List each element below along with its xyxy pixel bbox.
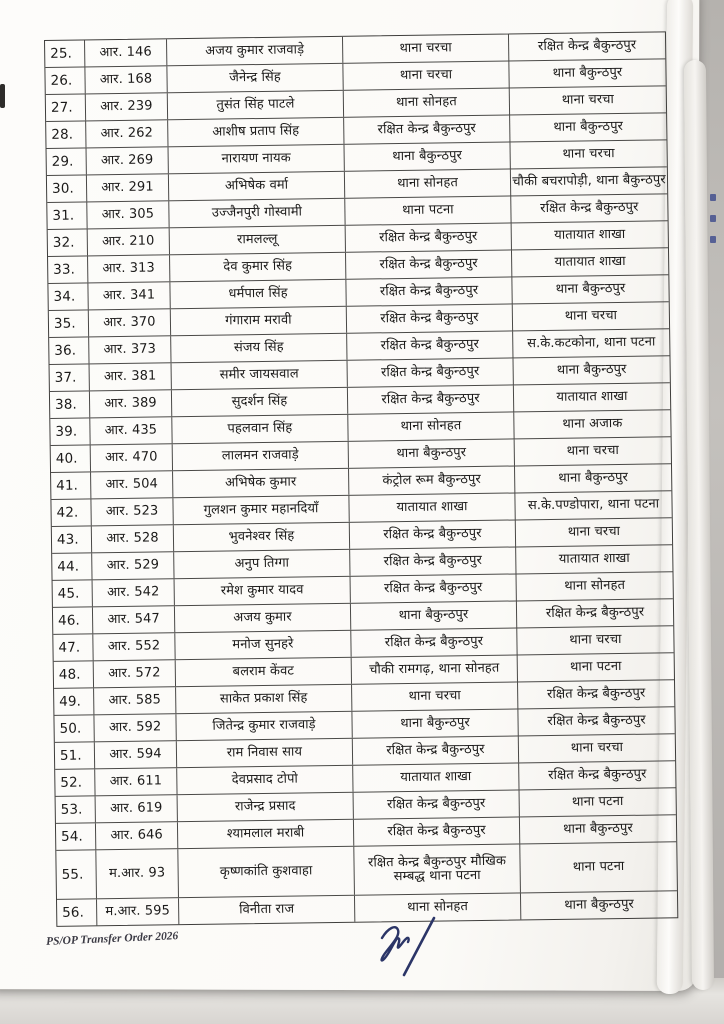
cell-id: आर. 341 xyxy=(88,282,170,309)
cell-sn: 40. xyxy=(51,445,91,472)
cell-sn: 55. xyxy=(56,850,97,899)
cell-from: कंट्रोल रूम बैकुन्ठपुर xyxy=(349,466,515,494)
cell-name: देव कुमार सिंह xyxy=(170,253,346,281)
cell-to: स.के.पण्डोपारा, थाना पटना xyxy=(527,496,660,514)
cell-id: आर. 313 xyxy=(88,255,170,282)
cell-from: थाना सोनहत xyxy=(355,893,521,921)
cell-id: आर. 542 xyxy=(93,579,175,606)
cell-from: थाना बैकुन्ठपुर xyxy=(344,142,510,170)
cell-id: आर. 262 xyxy=(86,120,168,147)
cell-sn: 39. xyxy=(50,418,90,445)
cell-sn: 43. xyxy=(52,526,92,553)
cell-sn: 32. xyxy=(48,229,88,256)
cell-to: थाना बैकुन्ठपुर xyxy=(563,821,633,837)
underlying-page-ink xyxy=(710,180,718,320)
cell-id: आर. 619 xyxy=(96,795,178,822)
cell-from: थाना पटना xyxy=(345,196,511,224)
cell-to: थाना चरचा xyxy=(562,146,615,162)
cell-sn: 30. xyxy=(47,175,87,202)
cell-name: भुवनेश्वर सिंह xyxy=(174,523,350,551)
cell-id: आर. 646 xyxy=(96,822,178,849)
cell-to: यातायात शाखा xyxy=(554,227,626,244)
cell-to: थाना बैकुन्ठपुर xyxy=(552,65,623,82)
cell-to: रक्षित केन्द्र बैकुन्ठपुर xyxy=(548,766,647,784)
cell-sn: 31. xyxy=(47,202,87,229)
cell-from: यातायात शाखा xyxy=(353,763,519,791)
cell-to: थाना चरचा xyxy=(569,632,622,648)
cell-sn: 53. xyxy=(56,796,96,823)
cell-id: आर. 381 xyxy=(90,363,172,390)
cell-sn: 35. xyxy=(49,310,89,337)
cell-sn: 44. xyxy=(52,553,92,580)
cell-name: उज्जैनपुरी गोस्वामी xyxy=(169,199,345,227)
cell-from: थाना सोनहत xyxy=(345,169,511,197)
cell-to: थाना चरचा xyxy=(570,740,624,756)
cell-sn: 36. xyxy=(49,337,89,364)
cell-to: थाना पटना xyxy=(571,794,624,810)
cell-id: आर. 529 xyxy=(92,552,174,579)
cell-name: साकेत प्रकाश सिंह xyxy=(176,685,352,713)
cell-id: आर. 146 xyxy=(85,39,167,66)
cell-sn: 34. xyxy=(48,283,88,310)
cell-sn: 37. xyxy=(50,364,90,391)
cell-name: लालमन राजवाड़े xyxy=(173,442,349,470)
cell-from: रक्षित केन्द्र बैकुन्ठपुर xyxy=(351,628,517,656)
cell-name: श्यामलाल मराबी xyxy=(178,820,354,848)
cell-from: रक्षित केन्द्र बैकुन्ठपुर xyxy=(351,574,517,602)
cell-from: रक्षित केन्द्र बैकुन्ठपुर xyxy=(347,304,513,332)
cell-sn: 25. xyxy=(45,40,85,67)
cell-to: थाना चरचा xyxy=(567,524,621,540)
cell-id: आर. 168 xyxy=(85,66,167,93)
cell-id: आर. 269 xyxy=(87,147,169,174)
cell-name: जैनेन्द्र सिंह xyxy=(167,64,343,92)
cell-sn: 27. xyxy=(46,94,86,121)
cell-name: रामलल्लू xyxy=(170,226,346,254)
cell-sn: 45. xyxy=(53,580,93,607)
cell-from: थाना सोनहत xyxy=(344,89,510,117)
transfer-table xyxy=(44,31,678,927)
cell-sn: 42. xyxy=(51,499,91,526)
cell-from: रक्षित केन्द्र बैकुन्ठपुर xyxy=(350,520,516,548)
cell-from: रक्षित केन्द्र बैकुन्ठपुर मौखिक सम्बद्ध थाना पटना xyxy=(354,844,521,894)
cell-name: अजय कुमार xyxy=(175,604,351,632)
cell-sn: 26. xyxy=(45,67,85,94)
cell-name: आशीष प्रताप सिंह xyxy=(168,118,344,146)
cell-id: आर. 611 xyxy=(95,768,177,795)
cell-to: थाना पटना xyxy=(572,859,625,875)
cell-name: विनीता राज xyxy=(179,896,355,924)
cell-to: थाना बैकुन्ठपुर xyxy=(553,119,624,136)
table-row xyxy=(56,842,677,900)
cell-sn: 28. xyxy=(46,121,86,148)
cell-sn: 48. xyxy=(54,661,94,688)
cell-sn: 50. xyxy=(54,715,94,742)
cell-name: राम निवास साय xyxy=(177,739,353,767)
cell-to: थाना सोनहत xyxy=(564,578,626,594)
cell-sn: 38. xyxy=(50,391,90,418)
cell-to: रक्षित केन्द्र बैकुन्ठपुर xyxy=(546,685,646,703)
cell-id: आर. 370 xyxy=(89,309,171,336)
cell-id: म.आर. 595 xyxy=(97,898,179,925)
cell-id: आर. 572 xyxy=(94,660,176,687)
cell-name: जितेन्द्र कुमार राजवाड़े xyxy=(176,712,352,740)
cell-name: नारायण नायक xyxy=(169,145,345,173)
cell-id: आर. 592 xyxy=(94,714,176,741)
cell-name: अभिषेक वर्मा xyxy=(169,172,345,200)
cell-to: थाना बैकुन्ठपुर xyxy=(555,281,626,298)
cell-from: रक्षित केन्द्र बैकुन्ठपुर xyxy=(346,250,512,278)
cell-id: आर. 504 xyxy=(91,471,173,498)
cell-to: थाना चरचा xyxy=(564,308,618,324)
cell-name: देवप्रसाद टोपो xyxy=(177,766,353,794)
cell-name: सुदर्शन सिंह xyxy=(172,388,348,416)
cell-to: स.के.कटकोना, थाना पटना xyxy=(527,334,656,352)
cell-from: यातायात शाखा xyxy=(349,493,515,521)
cell-from: रक्षित केन्द्र बैकुन्ठपुर xyxy=(347,331,513,359)
cell-from: थाना चरचा xyxy=(352,682,518,710)
cell-to: थाना पटना xyxy=(569,659,622,675)
cell-sn: 52. xyxy=(55,769,95,796)
cell-id: आर. 373 xyxy=(89,336,171,363)
cell-to: रक्षित केन्द्र बैकुन्ठपुर xyxy=(547,712,646,730)
cell-name: गंगाराम मरावी xyxy=(171,307,347,335)
cell-id: आर. 547 xyxy=(93,606,175,633)
cell-from: थाना चरचा xyxy=(343,62,509,90)
cell-id: आर. 585 xyxy=(94,687,176,714)
cell-to: थाना बैकुन्ठपुर xyxy=(558,470,629,487)
cell-to: चौकी बचरापोड़ी, थाना बैकुन्ठपुर xyxy=(512,172,666,190)
cell-name: राजेन्द्र प्रसाद xyxy=(178,793,354,821)
cell-name: समीर जायसवाल xyxy=(172,361,348,389)
cell-id: आर. 291 xyxy=(87,174,169,201)
cell-to: यातायात शाखा xyxy=(558,551,630,568)
cell-sn: 47. xyxy=(53,634,93,661)
cell-id: आर. 435 xyxy=(90,417,172,444)
cell-sn: 46. xyxy=(53,607,93,634)
cell-to: थाना चरचा xyxy=(566,443,619,459)
cell-to: थाना बैकुन्ठपुर xyxy=(556,362,627,379)
cell-from: थाना सोनहत xyxy=(348,412,514,440)
cell-from: रक्षित केन्द्र बैकुन्ठपुर xyxy=(344,115,510,143)
cell-from: रक्षित केन्द्र बैकुन्ठपुर xyxy=(350,547,516,575)
cell-to: रक्षित केन्द्र बैकुन्ठपुर xyxy=(537,37,637,55)
cell-id: आर. 389 xyxy=(90,390,172,417)
cell-sn: 51. xyxy=(55,742,95,769)
cell-name: बलराम केंवट xyxy=(176,658,352,686)
cell-name: रमेश कुमार यादव xyxy=(175,577,351,605)
cell-to: थाना अजाक xyxy=(562,416,623,432)
cell-from: रक्षित केन्द्र बैकुन्ठपुर xyxy=(353,736,519,764)
cell-id: म.आर. 93 xyxy=(96,849,179,898)
cell-name: अभिषेक कुमार xyxy=(173,469,349,497)
cell-from: थाना बैकुन्ठपुर xyxy=(352,709,518,737)
footer-note: PS/OP Transfer Order 2026 xyxy=(45,930,179,948)
cell-from: चौकी रामगढ़, थाना सोनहत xyxy=(352,655,518,683)
cell-sn: 56. xyxy=(57,899,97,926)
cell-name: संजय सिंह xyxy=(171,334,347,362)
cell-name: तुसंत सिंह पाटले xyxy=(168,91,344,119)
cell-name: अजय कुमार राजवाड़े xyxy=(167,37,343,65)
cell-sn: 29. xyxy=(47,148,87,175)
cell-name: पहलवान सिंह xyxy=(172,415,348,443)
cell-to: यातायात शाखा xyxy=(556,389,628,406)
cell-id: आर. 470 xyxy=(91,444,173,471)
cell-id: आर. 528 xyxy=(92,525,174,552)
cell-from: थाना बैकुन्ठपुर xyxy=(349,439,515,467)
cell-from: रक्षित केन्द्र बैकुन्ठपुर xyxy=(346,277,512,305)
cell-id: आर. 305 xyxy=(87,201,169,228)
cell-to: थाना बैकुन्ठपुर xyxy=(564,897,635,913)
signature-ink xyxy=(352,900,462,995)
cell-to: यातायात शाखा xyxy=(554,254,626,271)
cell-from: रक्षित केन्द्र बैकुन्ठपुर xyxy=(354,817,520,845)
cell-from: रक्षित केन्द्र बैकुन्ठपुर xyxy=(348,385,514,413)
cell-id: आर. 210 xyxy=(88,228,170,255)
cell-sn: 41. xyxy=(51,472,91,499)
cell-to: थाना चरचा xyxy=(561,92,615,108)
cell-to: रक्षित केन्द्र बैकुन्ठपुर xyxy=(540,199,639,217)
cell-id: आर. 552 xyxy=(93,633,175,660)
cell-sn: 49. xyxy=(54,688,94,715)
scan-edge-mark xyxy=(0,84,5,108)
cell-from: रक्षित केन्द्र बैकुन्ठपुर xyxy=(354,790,520,818)
cell-name: मनोज सुनहरे xyxy=(175,631,351,659)
cell-name: कृष्णकांति कुशवाहा xyxy=(178,847,355,897)
cell-name: धर्मपाल सिंह xyxy=(170,280,346,308)
cell-id: आर. 523 xyxy=(91,498,173,525)
cell-from: थाना चरचा xyxy=(343,35,509,63)
cell-name: गुलशन कुमार महानदियाँ xyxy=(173,496,349,524)
cell-from: रक्षित केन्द्र बैकुन्ठपुर xyxy=(348,358,514,386)
cell-sn: 33. xyxy=(48,256,88,283)
cell-id: आर. 239 xyxy=(86,93,168,120)
cell-name: अनुप तिग्गा xyxy=(174,550,350,578)
cell-id: आर. 594 xyxy=(95,741,177,768)
cell-to: रक्षित केन्द्र बैकुन्ठपुर xyxy=(545,604,645,622)
cell-sn: 54. xyxy=(56,823,96,850)
cell-from: रक्षित केन्द्र बैकुन्ठपुर xyxy=(346,223,512,251)
cell-from: थाना बैकुन्ठपुर xyxy=(351,601,517,629)
